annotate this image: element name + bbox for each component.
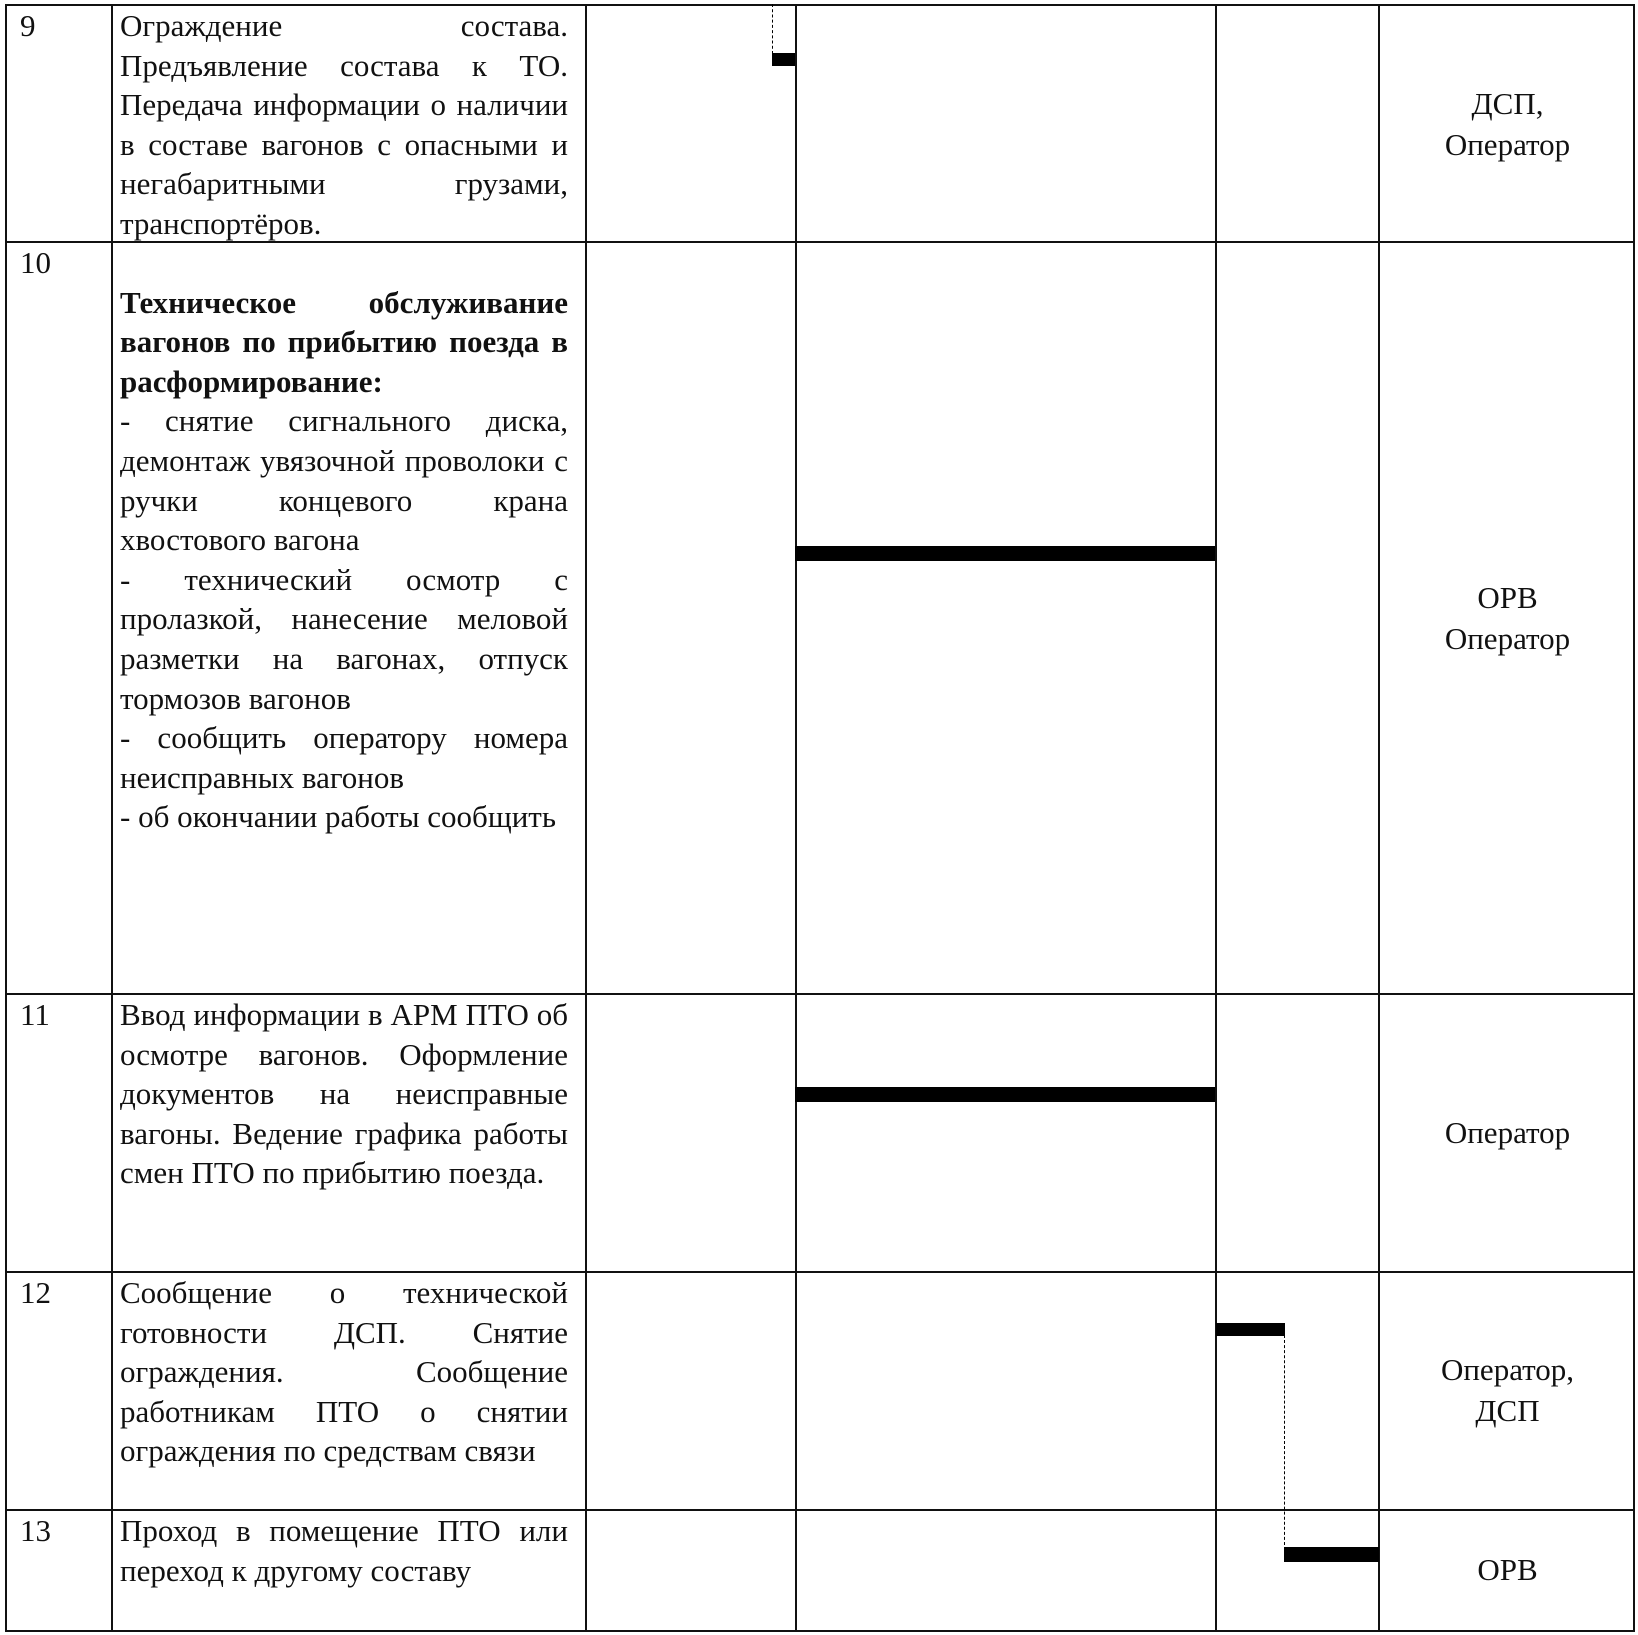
schedule-bar: [795, 1087, 1215, 1102]
operation-description: Ограждение состава. Предъявление состава к ТО. Передача информации о наличии в составе вагонов с опасными и негабаритными грузами, транспортёров.: [120, 8, 568, 241]
column-divider: [1215, 4, 1217, 1632]
schedule-connector-dashed: [1284, 1335, 1285, 1550]
responsible: Оператор, ДСП: [1440, 1352, 1575, 1428]
row-number: 9: [20, 8, 36, 43]
responsible: ДСП, Оператор: [1444, 86, 1571, 162]
row-number: 11: [20, 997, 50, 1032]
schedule-bar: [772, 53, 795, 66]
row-number: 12: [20, 1275, 51, 1310]
operation-description: Ввод информации в АРМ ПТО об осмотре вагонов. Оформление документов на неисправные вагоны. Ведение графика работы смен ПТО по прибытию поезда.: [120, 997, 568, 1191]
row-divider: [5, 1630, 1635, 1632]
responsible: Оператор: [1444, 1115, 1571, 1150]
column-divider: [111, 4, 113, 1632]
operation-description: Проход в помещение ПТО или переход к другому составу: [120, 1513, 568, 1588]
row-number: 13: [20, 1513, 51, 1548]
operation-steps: - снятие сигнального диска, демонтаж увязочной проволоки с ручки концевого крана хвостового вагона - технический осмотр с пролазкой, нанесение меловой разметки на вагонах, отпуск тормозов вагонов - сообщить оператору номера неисправных вагонов - об окончании работы сообщить: [120, 403, 568, 835]
schedule-bar: [1216, 1323, 1285, 1336]
schedule-connector-dashed: [772, 4, 773, 54]
responsible: ОРВ Оператор: [1444, 580, 1571, 656]
table-border-left: [5, 4, 7, 1632]
row-number: 10: [20, 245, 51, 280]
responsible: ОРВ: [1477, 1552, 1538, 1587]
operation-title: Техническое обслуживание вагонов по прибытию поезда в расформирование:: [120, 284, 568, 399]
column-divider: [585, 4, 587, 1632]
operation-description: Сообщение о технической готовности ДСП. Снятие ограждения. Сообщение работникам ПТО о снятии ограждения по средствам связи: [120, 1275, 568, 1469]
schedule-bar: [1284, 1547, 1379, 1562]
column-divider: [795, 4, 797, 1632]
operation-description: [120, 243, 568, 837]
schedule-bar: [795, 546, 1215, 561]
